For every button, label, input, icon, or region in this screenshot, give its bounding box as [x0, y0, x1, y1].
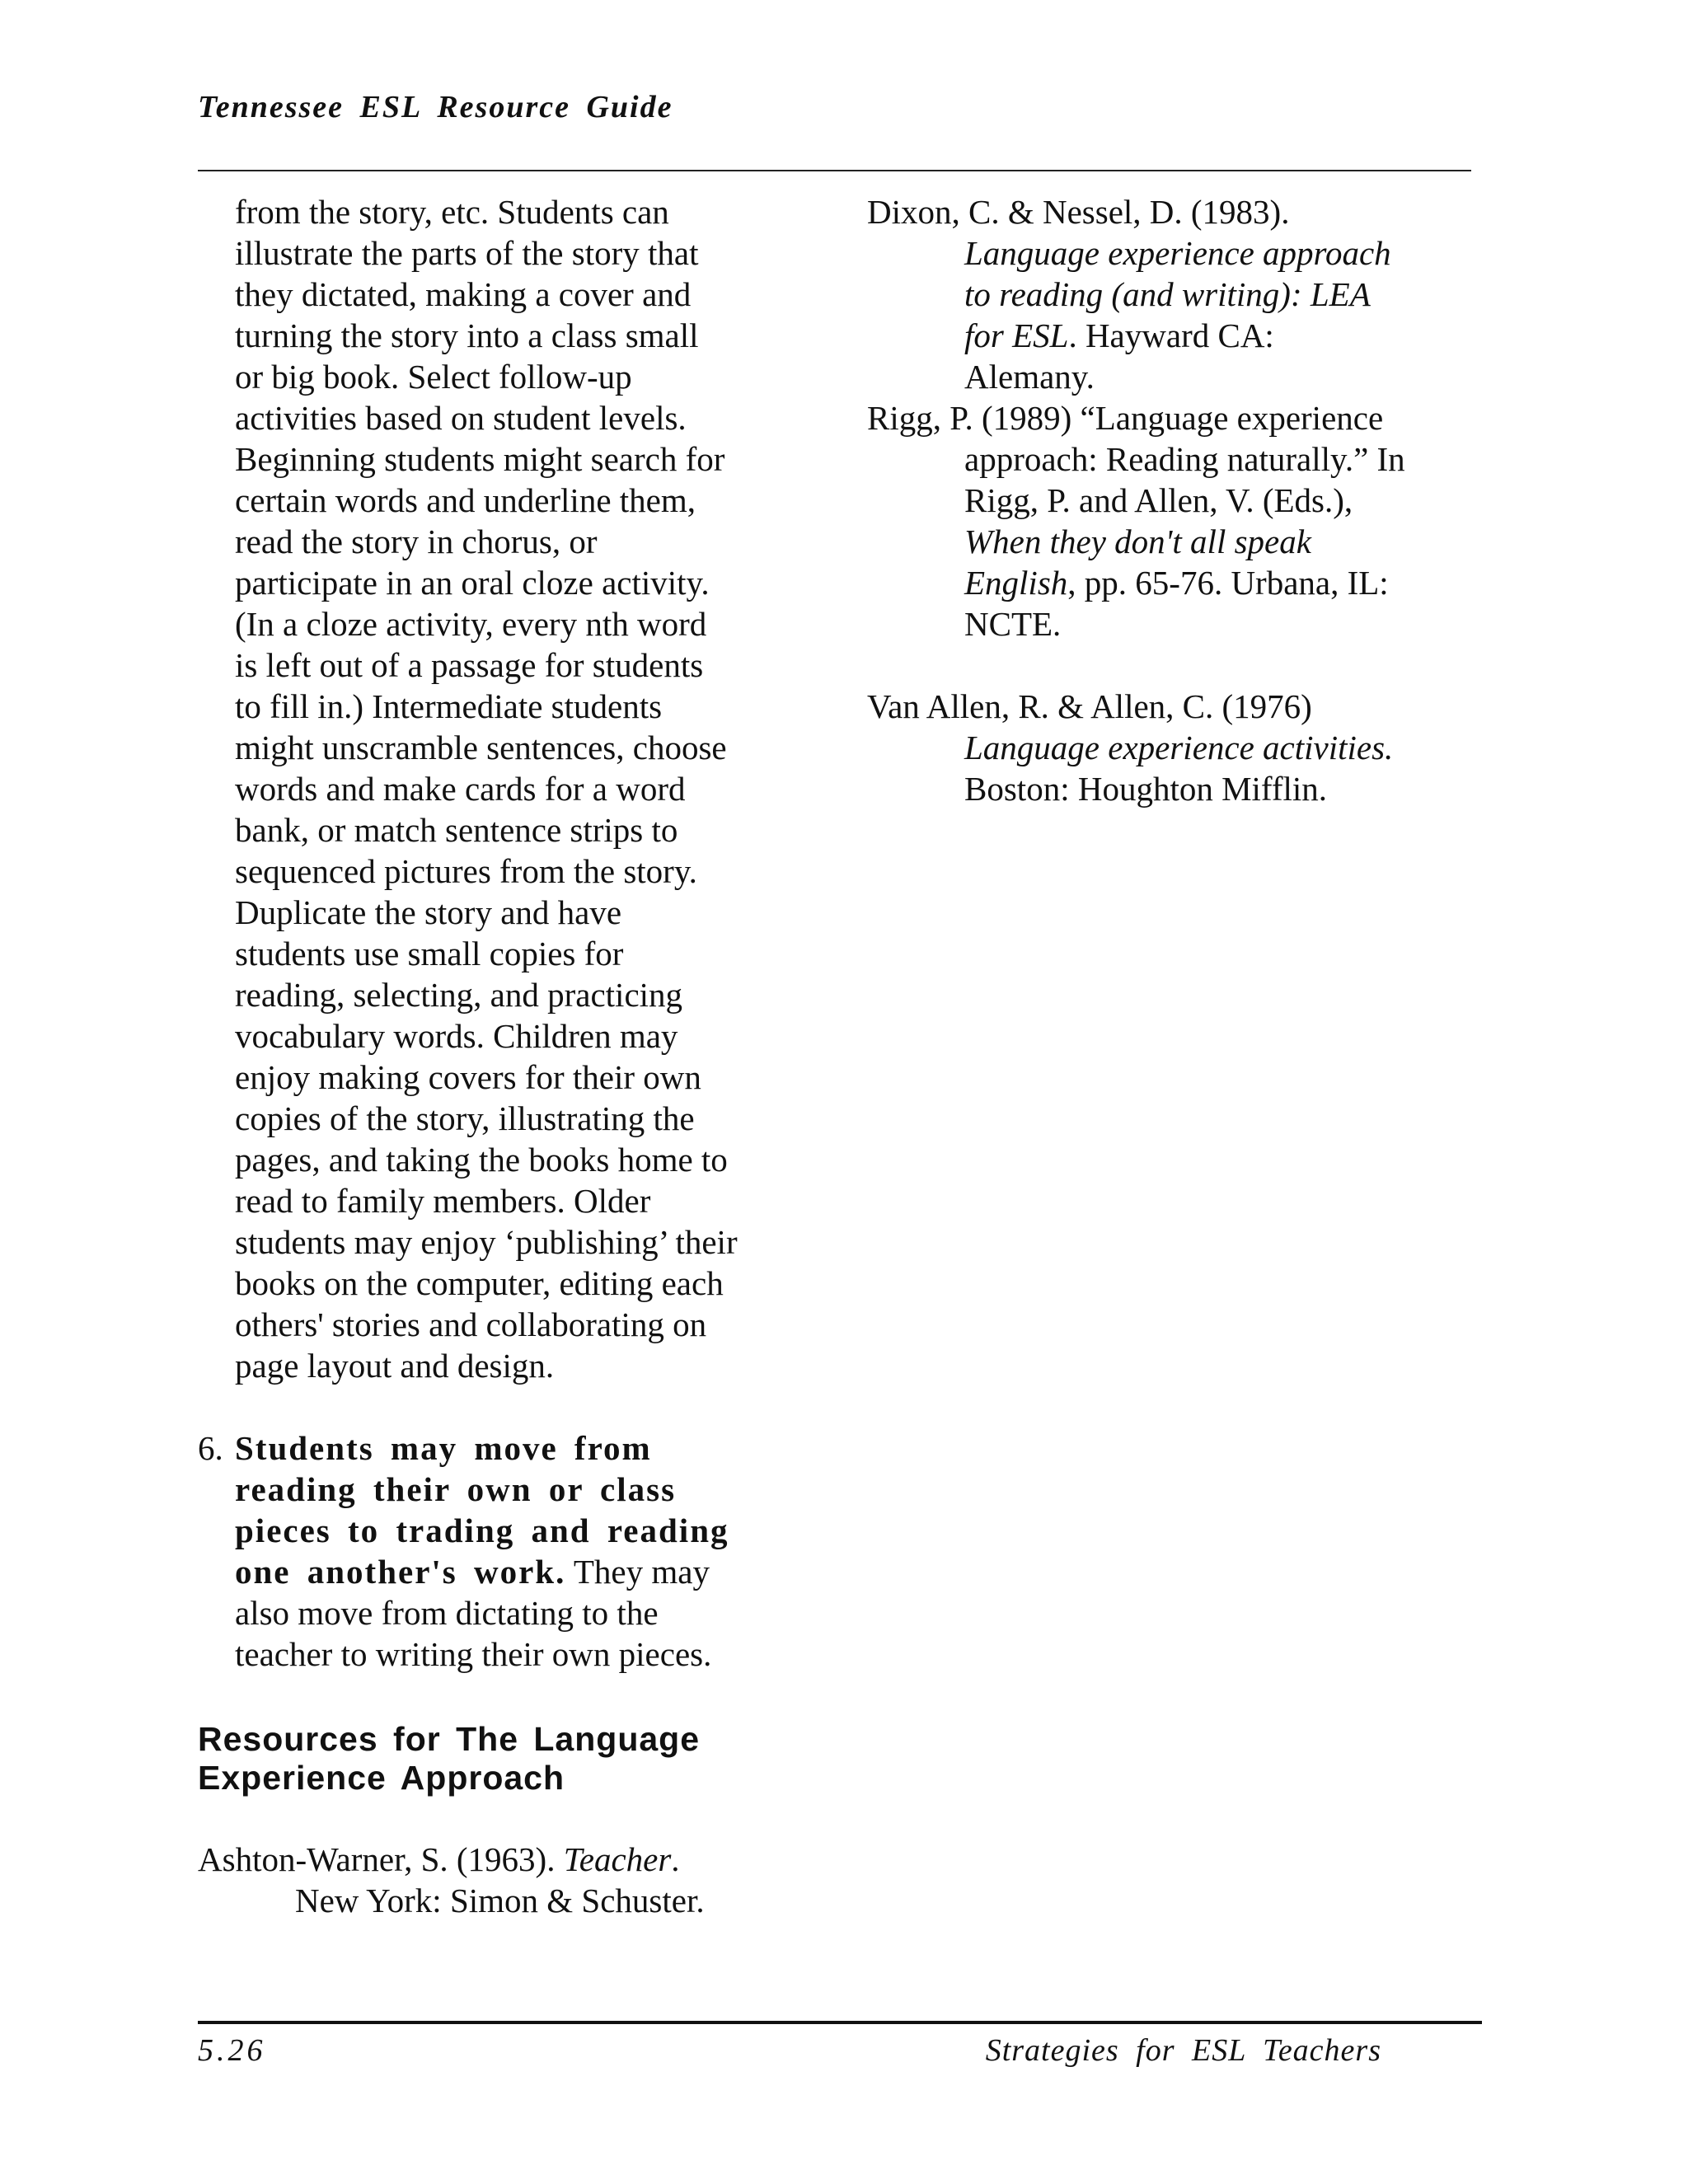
continued-paragraph: from the story, etc. Students can illustrate the parts of the story that they dictated, making a cover and turning the story into a class small or big book. Select follow-up activities based on student levels. Beginning students might search for certain words and underline them, read the story in chorus, or participate in an oral cloze activity. (In a cloze activity, every nth word is left out of a passage for students to fill in.) Intermediate students might unscramble sentences, choose words and make cards for a word bank, or match sentence strips to sequenced pictures from the story. Duplicate the story and have students use small copies for reading, selecting, and practicing vocabulary words. Children may enjoy making covers for their own copies of the story, illustrating the pages, and taking the books home to read to family members. Older students may enjoy ‘publishing’ their books on the computer, editing each others' stories and collaborating on page layout and design.	[235, 193, 738, 1385]
section-heading: Resources for The Language Experience Approach	[198, 1720, 701, 1797]
reference-author: Ashton-Warner, S. (1963).	[198, 1840, 564, 1878]
running-header-title: Tennessee ESL Resource Guide	[198, 90, 673, 124]
reference-ashton-warner	[198, 1839, 841, 1921]
reference-publisher: , pp. 65-76. Urbana, IL: NCTE.	[964, 564, 1389, 643]
reference-title: Language experience activities.	[964, 729, 1394, 766]
reference-continuation: approach: Reading naturally.” In Rigg, P. and Allen, V. (Eds.),	[964, 440, 1405, 519]
continued-paragraph-block	[235, 191, 841, 1386]
reference-detail	[867, 232, 1493, 397]
reference-first-line	[198, 1839, 841, 1880]
reference-title-punct: .	[671, 1840, 680, 1878]
list-item-rest: They may also move from dictating to the teacher to writing their own pieces.	[235, 1553, 712, 1673]
footer-section-title: Strategies for ESL Teachers	[985, 2033, 1381, 2068]
reference-publisher: . Hayward CA: Alemany.	[964, 316, 1274, 396]
header-divider	[198, 170, 1471, 171]
footer-divider	[198, 2021, 1482, 2024]
reference-dixon	[867, 191, 1493, 397]
right-column	[867, 191, 1493, 809]
left-column	[198, 191, 841, 1921]
list-item-body	[235, 1427, 841, 1675]
reference-first-line: Dixon, C. & Nessel, D. (1983).	[867, 193, 1290, 231]
reference-first-line: Van Allen, R. & Allen, C. (1976)	[867, 687, 1312, 725]
reference-detail	[867, 727, 1493, 809]
reference-first-line: Rigg, P. (1989) “Language experience	[867, 399, 1384, 437]
reference-title: Teacher	[563, 1840, 672, 1878]
list-item-6	[198, 1427, 841, 1675]
reference-publisher: New York: Simon & Schuster.	[295, 1882, 705, 1919]
page-number: 5.26	[198, 2033, 266, 2068]
reference-van-allen	[867, 686, 1493, 809]
reference-rigg	[867, 397, 1493, 644]
list-item-number: 6.	[198, 1429, 223, 1467]
reference-title: Language experience approach to reading (and writing): LEA for ESL	[964, 234, 1391, 354]
reference-publisher: Boston: Houghton Mifflin.	[964, 770, 1328, 808]
reference-title: When they don't all speak English	[964, 523, 1311, 602]
reference-detail	[867, 438, 1493, 644]
list-item-lead: Students may move from reading their own or class pieces to trading and reading one another's work.	[235, 1429, 729, 1591]
